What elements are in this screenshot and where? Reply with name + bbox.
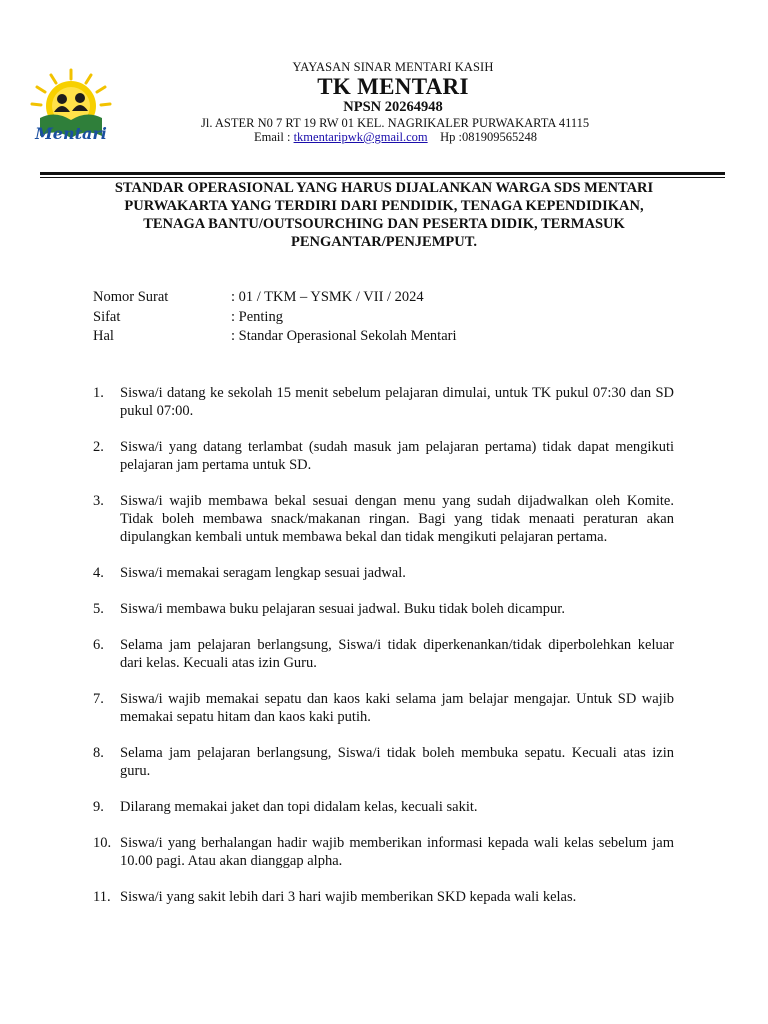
item-text: Siswa/i membawa buku pelajaran sesuai jadwal. Buku tidak boleh dicampur.	[120, 601, 565, 617]
item-text: Siswa/i yang datang terlambat (sudah masuk jam pelajaran pertama) tidak dapat mengikuti pelajaran jam pertama untuk SD.	[120, 439, 674, 473]
list-item	[93, 600, 674, 618]
meta-value: : Penting	[231, 308, 283, 325]
meta-label: Nomor Surat	[93, 289, 169, 305]
school-name: TK MENTARI	[317, 74, 469, 99]
meta-label: Hal	[93, 328, 114, 344]
item-text: Siswa/i yang berhalangan hadir wajib memberikan informasi kepada wali kelas sebelum jam 10.00 pagi. Atau akan dianggap alpha.	[120, 835, 674, 869]
phone-number: Hp :081909565248	[440, 130, 538, 144]
meta-label: Sifat	[93, 308, 121, 325]
list-item	[93, 564, 674, 582]
header-divider-thick	[40, 172, 725, 175]
item-number: 7.	[93, 691, 104, 707]
rules-list	[93, 384, 674, 924]
item-number: 11.	[93, 889, 111, 905]
meta-row-sifat	[93, 308, 457, 328]
logo-text: Mentari	[35, 124, 107, 143]
meta-row-nomor	[93, 288, 457, 308]
header-divider-thin	[40, 177, 725, 178]
item-number: 4.	[93, 565, 104, 581]
list-item	[93, 798, 674, 816]
item-number: 9.	[93, 799, 104, 815]
school-address: Jl. ASTER N0 7 RT 19 RW 01 KEL. NAGRIKALER PURWAKARTA 41115	[201, 116, 590, 130]
contact-line	[254, 130, 537, 145]
item-number: 6.	[93, 637, 104, 653]
list-item	[93, 888, 674, 906]
item-number: 10.	[93, 835, 112, 851]
list-item	[93, 690, 674, 726]
item-number: 3.	[93, 493, 104, 509]
email-link[interactable]: tkmentaripwk@gmail.com	[293, 130, 428, 144]
item-text: Dilarang memakai jaket dan topi didalam kelas, kecuali sakit.	[120, 799, 478, 815]
meta-row-hal	[93, 327, 457, 347]
item-text: Siswa/i datang ke sekolah 15 menit sebelum pelajaran dimulai, untuk TK pukul 07:30 dan SD pukul 07:00.	[120, 385, 674, 419]
meta-value: : 01 / TKM – YSMK / VII / 2024	[231, 289, 424, 305]
item-number: 2.	[93, 439, 104, 455]
item-number: 5.	[93, 601, 104, 617]
npsn-number: NPSN 20264948	[343, 99, 443, 115]
item-text: Siswa/i wajib memakai sepatu dan kaos kaki selama jam belajar mengajar. Untuk SD wajib memakai sepatu hitam dan kaos kaki putih.	[120, 691, 674, 725]
item-text: Siswa/i memakai seragam lengkap sesuai jadwal.	[120, 565, 406, 581]
item-text: Siswa/i yang sakit lebih dari 3 hari wajib memberikan SKD kepada wali kelas.	[120, 889, 577, 905]
letter-meta	[93, 288, 457, 347]
list-item	[93, 834, 674, 870]
item-text: Selama jam pelajaran berlangsung, Siswa/i tidak boleh membuka sepatu. Kecuali atas izin guru.	[120, 745, 674, 779]
list-item	[93, 438, 674, 474]
item-text: Selama jam pelajaran berlangsung, Siswa/i tidak diperkenankan/tidak diperbolehkan keluar dari kelas. Kecuali atas izin Guru.	[120, 637, 674, 671]
list-item	[93, 744, 674, 780]
email-label: Email :	[254, 130, 294, 144]
item-text: Siswa/i wajib membawa bekal sesuai dengan menu yang sudah dijadwalkan oleh Komite. Tidak boleh membawa snack/makanan ringan. Bagi yang tidak menaati peraturan akan dipulangkan kembali untuk membawa bekal dan tidak mengikuti pelajaran pertama.	[120, 493, 674, 545]
item-number: 1.	[93, 385, 104, 401]
meta-value: : Standar Operasional Sekolah Mentari	[231, 328, 457, 344]
list-item	[93, 492, 674, 546]
item-number: 8.	[93, 745, 104, 761]
list-item	[93, 636, 674, 672]
list-item	[93, 384, 674, 420]
document-title: STANDAR OPERASIONAL YANG HARUS DIJALANKAN WARGA SDS MENTARI PURWAKARTA YANG TERDIRI DARI PENDIDIK, TENAGA KEPENDIDIKAN, TENAGA BANTU/OUTSOURCHING DAN PESERTA DIDIK, TERMASUK PENGANTAR/PENJEMPUT.	[114, 180, 654, 250]
foundation-name: YAYASAN SINAR MENTARI KASIH	[292, 60, 494, 74]
